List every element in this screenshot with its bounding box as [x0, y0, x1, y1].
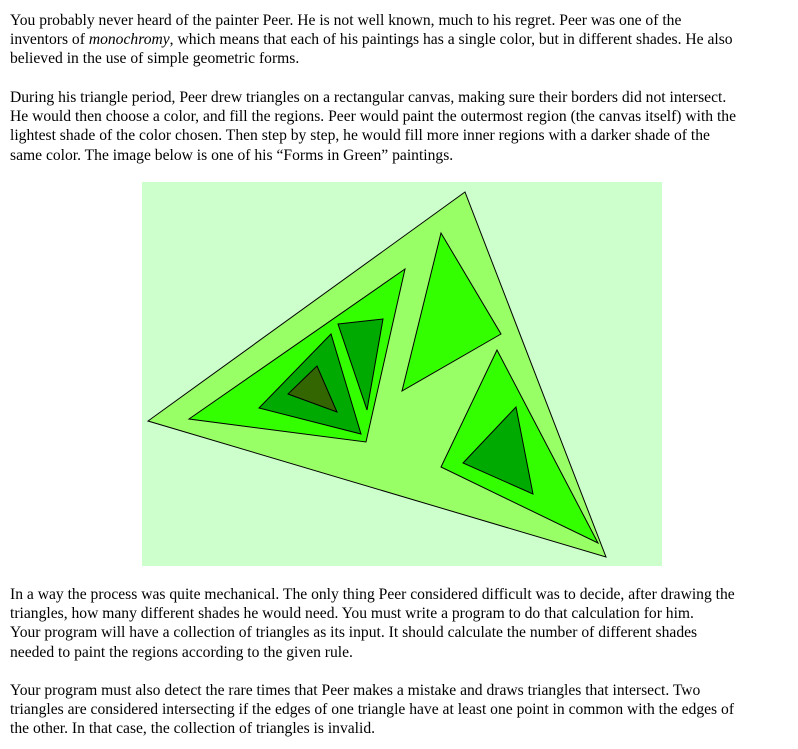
triangle-period-paragraph: [10, 88, 792, 165]
triangle-period-line-4: same color. The image below is one of his “Forms in Green” paintings.: [10, 146, 454, 164]
intro-line-1: You probably never heard of the painter Peer. He is not well known, much to his regret. Peer was one of the: [10, 12, 682, 29]
process-line-3: Your program will have a collection of triangles as its input. It should calculate the number of different shades: [10, 624, 698, 642]
triangle-period-line-1: During his triangle period, Peer drew triangles on a rectangular canvas, making sure their borders did not intersect.: [10, 89, 727, 106]
process-line-1: In a way the process was quite mechanical. The only thing Peer considered difficult was to decide, after drawing the: [10, 586, 735, 603]
intro-paragraph: [10, 11, 792, 69]
monochromy-term: monochromy: [88, 31, 170, 49]
intro-line-2-start: inventors of: [10, 31, 89, 49]
process-paragraph: [10, 585, 792, 662]
triangle-period-line-2: He would then choose a color, and fill the regions. Peer would paint the outermost region (the canvas itself) with the: [10, 108, 737, 126]
invalid-line-2: triangles are considered intersecting if the edges of one triangle have at least one point in common with the edges of: [10, 701, 735, 719]
invalid-line-1: Your program must also detect the rare times that Peer makes a mistake and draws triangles that intersect. Two: [10, 682, 701, 699]
intro-line-2: [10, 30, 792, 49]
invalid-collection-paragraph: [10, 681, 792, 739]
painting-svg: [142, 182, 662, 566]
forms-in-green-painting: [142, 182, 662, 566]
invalid-line-3: the other. In that case, the collection of triangles is invalid.: [10, 720, 376, 738]
triangle-period-line-3: lightest shade of the color chosen. Then step by step, he would fill more inner regions with a darker shade of the: [10, 127, 710, 145]
intro-line-2-end: , which means that each of his paintings has a single color, but in different shades. He also: [169, 31, 733, 49]
process-line-4: needed to paint the regions according to the given rule.: [10, 643, 353, 661]
intro-line-3: believed in the use of simple geometric forms.: [10, 50, 300, 68]
process-line-2: triangles, how many different shades he would need. You must write a program to do that calculation for him.: [10, 605, 694, 623]
